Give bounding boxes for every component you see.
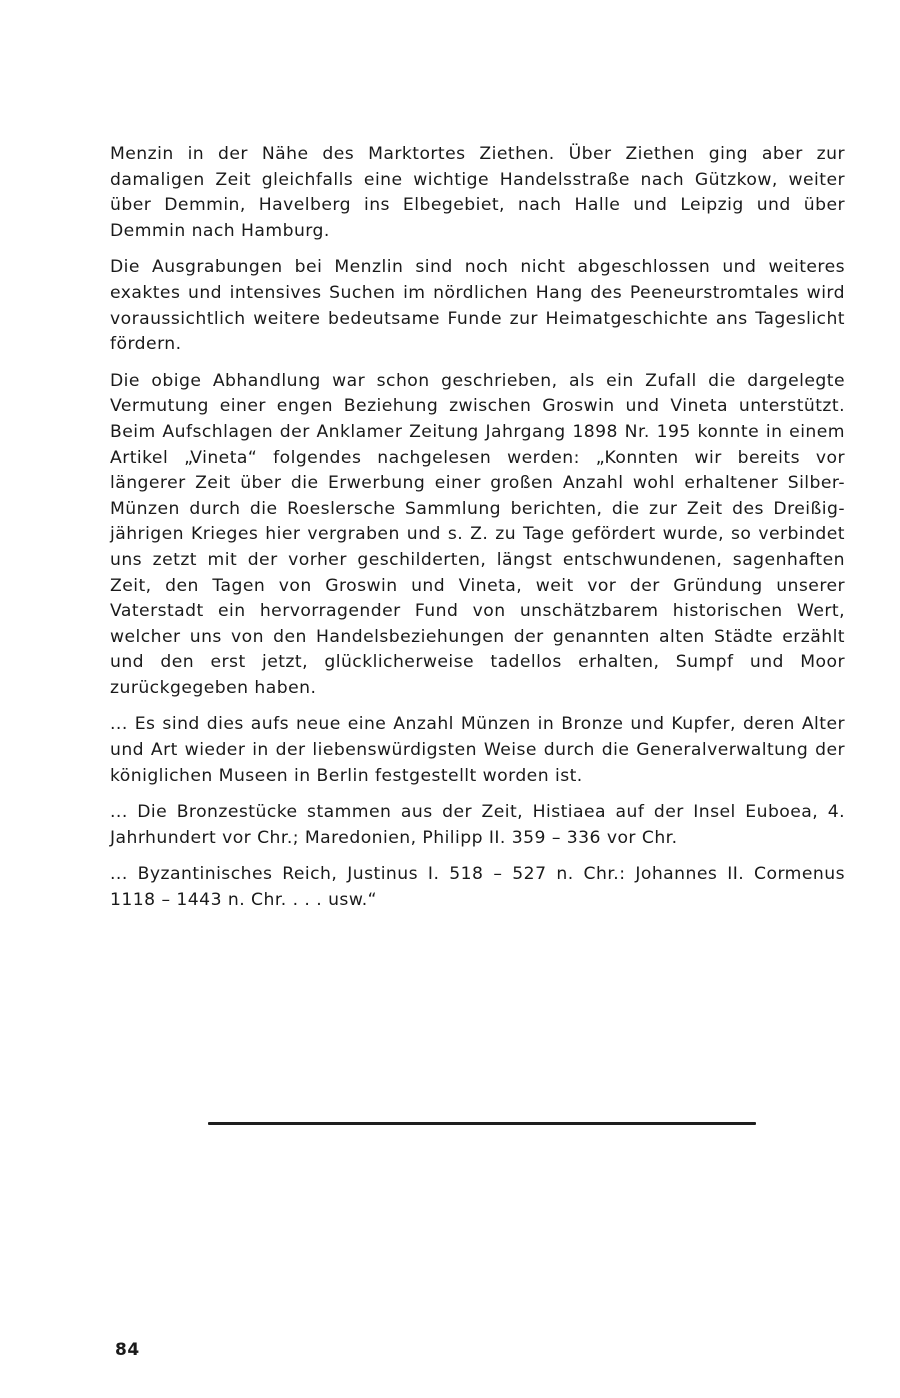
paragraph-newspaper-quote: Die obige Abhandlung war schon geschrieben, als ein Zufall die dargelegte Vermutung einer engen Beziehung zwischen Groswin und Vineta unterstützt. Beim Aufschlagen der Anklamer Zeitung Jahrgang 1898 Nr. 195 konnte in einem Artikel „Vineta“ folgendes nachgelesen werden: „Konnten wir bereits vor längerer Zeit über die Erwerbung einer großen Anzahl wohl erhaltener Silber-Münzen durch die Roeslersche Sammlung berichten, die zur Zeit des Dreißig-jährigen Krieges hier vergraben und s. Z. zu Tage gefördert wurde, so verbindet uns zetzt mit der vorher geschilderten, längst entschwundenen, sagenhaften Zeit, den Tagen von Groswin und Vineta, weit vor der Gründung unserer Vaterstadt ein hervorragender Fund von unschätzbarem historischen Wert, welcher uns von den Handelsbeziehungen der genannten alten Städte erzählt und den erst jetzt, glücklicherweise tadellos erhalten, Sumpf und Moor zurückgegeben haben. xyxy=(110,370,845,698)
page-number: 84 xyxy=(115,1340,140,1360)
paragraph-bronze-pieces: ... Die Bronzestücke stammen aus der Zeit, Histiaea auf der Insel Euboea, 4. Jahrhundert vor Chr.; Maredonien, Philipp II. 359 – 336 vor Chr. xyxy=(110,802,845,848)
paragraph-trade-routes: Menzin in der Nähe des Marktortes Ziethen. Über Ziethen ging aber zur damaligen Zeit gleichfalls eine wichtige Handelsstraße nach Gützkow, weiter über Demmin, Havelberg ins Elbegebiet, nach Halle und Leipzig und über Demmin nach Hamburg. xyxy=(110,144,845,241)
paragraph-byzantine: ... Byzantinisches Reich, Justinus I. 518 – 527 n. Chr.: Johannes II. Cormenus 1118 – 1443 n. Chr. . . . usw.“ xyxy=(110,864,845,911)
paragraph-coins-bronze-copper: ... Es sind dies aufs neue eine Anzahl Münzen in Bronze und Kupfer, deren Alter und Art wieder in der liebenswürdigsten Weise durch die Generalverwaltung der königlichen Museen in Berlin festgestellt worden ist. xyxy=(110,714,845,786)
section-divider-rule xyxy=(208,1122,756,1125)
paragraph-excavations: Die Ausgrabungen bei Menzlin sind noch nicht abgeschlossen und weiteres exaktes und intensives Suchen im nördlichen Hang des Peeneurstromtales wird voraussichtlich weitere bedeutsame Funde zur Heimatgeschichte ans Tageslicht fördern. xyxy=(110,257,845,355)
body-text xyxy=(110,142,845,925)
